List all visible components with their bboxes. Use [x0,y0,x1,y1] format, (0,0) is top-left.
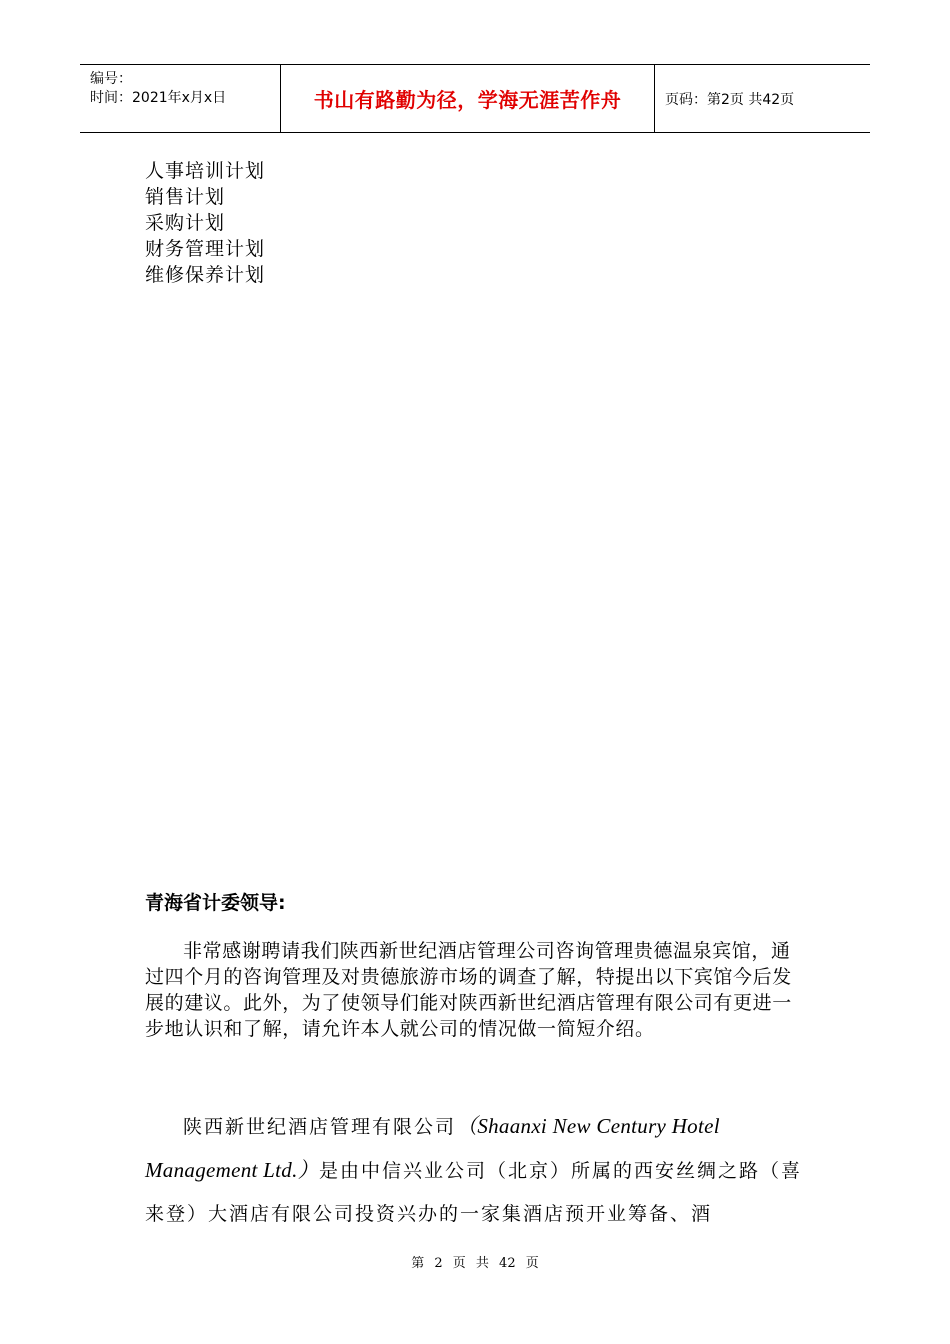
plan-list [145,158,265,288]
body-paragraph: 非常感谢聘请我们陕西新世纪酒店管理公司咨询管理贵德温泉宾馆，通过四个月的咨询管理及对贵德旅游市场的调查了解，特提出以下宾馆今后发展的建议。此外，为了使领导们能对陕西新世纪酒店管理有限公司有更进一步地认识和了解，请允许本人就公司的情况做一简短介绍。 [145,940,792,1040]
letter-greeting: 青海省计委领导: [145,892,286,914]
company-name-en: （Shaanxi New Century Hotel Management Ltd.） [145,1114,720,1182]
header-motto-cell [281,65,655,132]
header-motto: 书山有路勤为径，学海无涯苦作舟 [313,88,622,112]
plan-item: 维修保养计划 [145,264,266,286]
plan-item: 销售计划 [145,186,226,208]
header-meta [80,65,281,132]
company-name-cn: 陕西新世纪酒店管理有限公司 [183,1116,457,1138]
page-footer: 第 2 页 共 42 页 [411,1256,539,1271]
header-page-info-cell [655,65,870,132]
plan-item: 财务管理计划 [145,238,266,260]
document-number-label: 编号： [90,71,132,87]
company-intro-text: 是由中信兴业公司（北京）所属的西安丝绸之路（喜来登）大酒店有限公司投资兴办的一家集酒店预开业筹备、酒 [145,1160,802,1225]
plan-item: 人事培训计划 [145,160,266,182]
plan-item: 采购计划 [145,212,226,234]
company-intro-paragraph [145,1105,810,1236]
page-header [80,64,870,133]
document-time-label: 时间：2021年x月x日 [90,90,227,106]
header-page-info: 页码：第2页 共42页 [665,91,795,108]
